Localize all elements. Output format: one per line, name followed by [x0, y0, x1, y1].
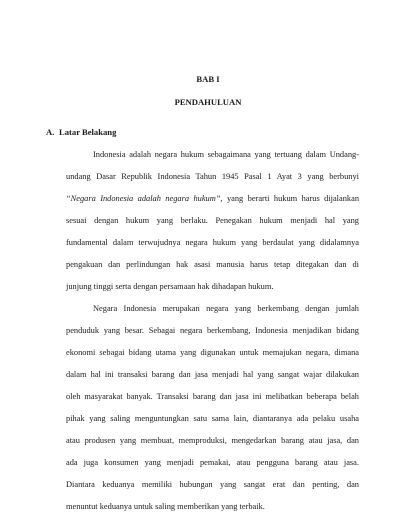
paragraph-line: undang Dasar Republik Indonesia Tahun 1945 Pasal 1 Ayat 3 yang berbunyi [66, 172, 359, 181]
paragraph-line: ekonomi sebagai bidang utama yang digunakan untuk memajukan negara, dimana [66, 348, 359, 357]
paragraph-line [66, 194, 359, 204]
paragraph-line: sesuai dengan hukum yang berlaku. Penegakan hukum menjadi hal yang [66, 216, 359, 225]
section-title: Latar Belakang [59, 127, 117, 137]
paragraph-line: ada juga konsumen yang menjadi pemakai, atau pengguna barang atau jasa. [66, 458, 359, 467]
paragraph-line: junjung tinggi serta dengan persamaan hak dihadapan hukum. [66, 282, 274, 291]
paragraph-line-rest: yang berarti hukum harus dijalankan [222, 194, 360, 203]
quoted-constitution-text: “Negara Indonesia adalah negara hukum”, [66, 194, 223, 203]
paragraph-line: dalam hal ini transaksi barang dan jasa menjadi hal yang sangat wajar dilakukan [66, 370, 359, 379]
paragraph-line: Negara Indonesia merupakan negara yang berkembang dengan jumlah [93, 304, 359, 313]
paragraph-line: menuntut keduanya untuk saling memberikan yang terbaik. [66, 502, 265, 511]
chapter-title: PENDAHULUAN [174, 97, 242, 107]
section-letter: A. [46, 127, 55, 137]
chapter-number: BAB I [196, 74, 220, 84]
paragraph-line: Diantara keduanya memiliki hubungan yang sangat erat dan penting, dan [66, 480, 359, 489]
paragraph-line: penduduk yang besar. Sebagai negara berkembang, Indonesia menjadikan bidang [66, 326, 359, 335]
paragraph-line: fundamental dalam terwujudnya negara hukum yang berdaulat yang didalamnya [66, 238, 359, 247]
paragraph-line: pihak yang saling menguntungkan satu sama lain, diantaranya ada pelaku usaha [66, 414, 359, 423]
paragraph-line: oleh masyarakat banyak. Transaksi barang dan jasa ini melibatkan beberapa belah [66, 392, 359, 401]
paragraph-line: Indonesia adalah negara hukum sebagaimana yang tertuang dalam Undang- [93, 150, 359, 159]
section-heading [46, 127, 116, 137]
paragraph-line: atau produsen yang membuat, memproduksi, mengedarkan barang atau jasa, dan [66, 436, 359, 445]
paragraph-line: pengakuan dan perlindungan hak asasi manusia harus tetap ditegakan dan di [66, 260, 359, 269]
